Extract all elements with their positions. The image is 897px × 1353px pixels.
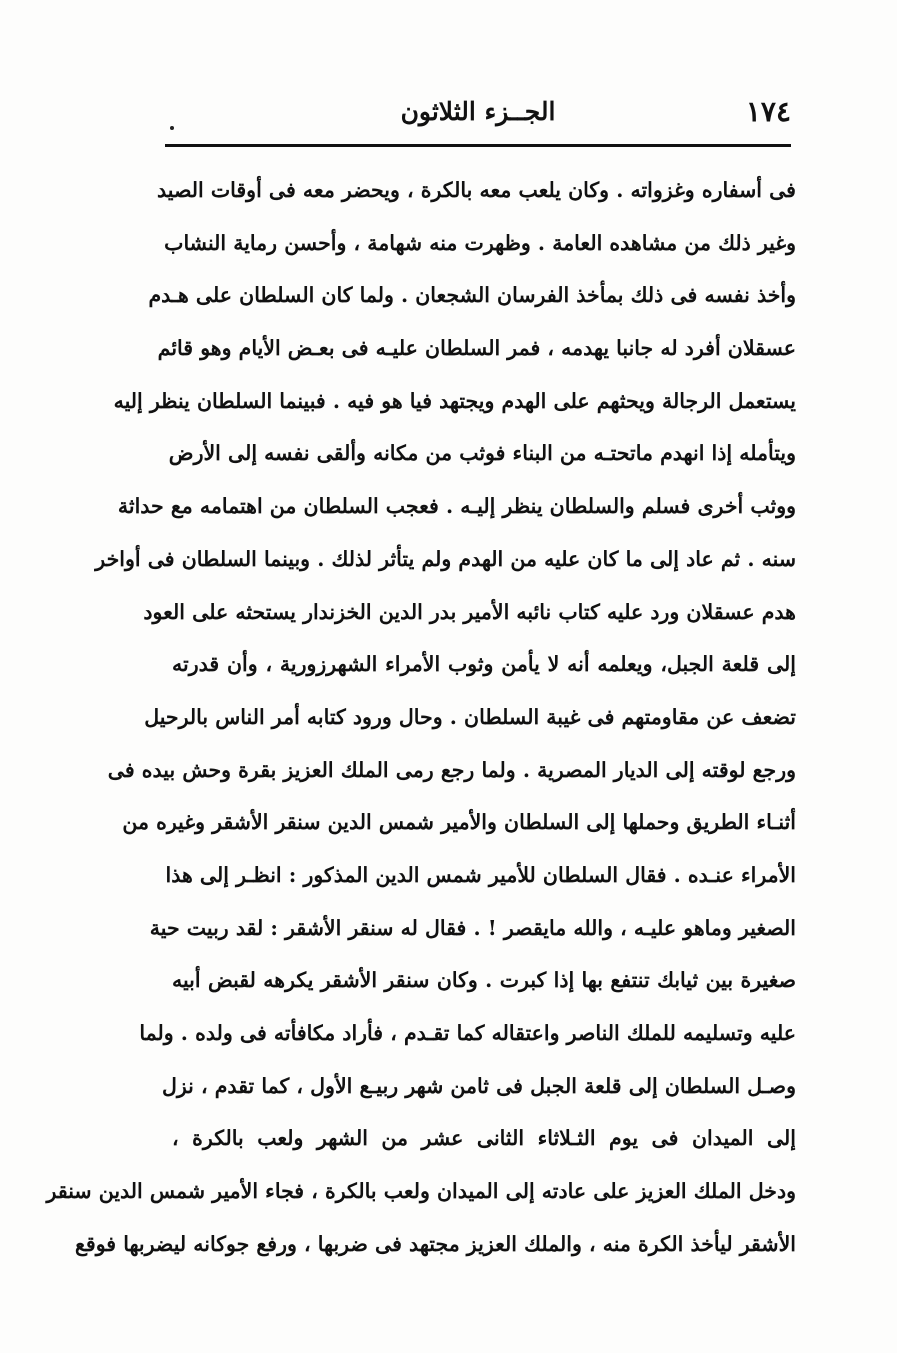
text-line: إلى الميدان فى يوم الثـلاثاء الثانى عشر من الشهر ولعب بالكرة ، — [172, 1126, 796, 1151]
text-line: وغير ذلك من مشاهده العامة . وظهرت منه شهامة ، وأحسن رماية النشاب — [164, 230, 796, 255]
text-line: وصـل السلطان إلى قلعة الجبل فى ثامن شهر ربيـع الأول ، كما تقدم ، نزل — [161, 1073, 796, 1098]
text-line: ورجع لوقته إلى الديار المصرية . ولما رجع رمى الملك العزيز بقرة وحش بيده فى — [107, 757, 796, 782]
text-line: الصغير وماهو عليـه ، والله مايقصر ! . فقال له سنقر الأشقر : لقد ربيت حية — [149, 915, 796, 940]
running-head: الجــزء الثلاثون — [400, 97, 556, 126]
text-line: الأشقر ليأخذ الكرة منه ، والملك العزيز مجتهد فى ضربها ، ورفع جوكانه ليضربها فوقع — [74, 1231, 796, 1256]
text-line: ويتأمله إذا انهدم ماتحتـه من البناء فوثب من مكانه وألقى نفسه إلى الأرض — [168, 441, 796, 466]
text-line: ودخل الملك العزيز على عادته إلى الميدان ولعب بالكرة ، فجاء الأمير شمس الدين سنقر — [46, 1179, 796, 1204]
text-line: عسقلان أفرد له جانبا يهدمه ، فمر السلطان عليـه فى بعـض الأيام وهو قائم — [157, 336, 796, 361]
text-line: وأخذ نفسه فى ذلك بمأخذ الفرسان الشجعان . ولما كان السلطان على هـدم — [148, 283, 796, 308]
text-line: إلى قلعة الجبل، ويعلمه أنه لا يأمن وثوب الأمراء الشهرزورية ، وأن قدرته — [172, 652, 796, 677]
header-rule — [165, 144, 791, 147]
text-line: أثنـاء الطريق وحملها إلى السلطان والأمير شمس الدين سنقر الأشقر وغيره من — [122, 810, 796, 835]
body-text — [46, 164, 796, 1270]
text-line: عليه وتسليمه للملك الناصر واعتقاله كما تقـدم ، فأراد مكافأته فى ولده . ولما — [139, 1021, 796, 1045]
text-line: هدم عسقلان ورد عليه كتاب نائبه الأمير بدر الدين الخزندار يستحثه على العود — [143, 599, 796, 624]
text-line: تضعف عن مقاومتهم فى غيبة السلطان . وحال ورود كتابه أمر الناس بالرحيل — [144, 704, 796, 729]
page-number: ١٧٤ — [745, 95, 791, 128]
text-line: سنه . ثم عاد إلى ما كان عليه من الهدم ولم يتأثر لذلك . وبينما السلطان فى أواخر — [95, 546, 796, 571]
text-line: يستعمل الرجالة ويحثهم على الهدم ويجتهد فيا هو فيه . فبينما السلطان ينظر إليه — [113, 388, 796, 413]
text-line: الأمراء عنـده . فقال السلطان للأمير شمس الدين المذكور : انظـر إلى هذا — [165, 862, 796, 887]
page-header — [165, 92, 791, 134]
text-line: ووثب أخرى فسلم والسلطان ينظر إليـه . فعجب السلطان من اهتمامه مع حداثة — [117, 494, 796, 519]
text-line: فى أسفاره وغزواته . وكان يلعب معه بالكرة ، ويحضر معه فى أوقات الصيد — [157, 178, 796, 202]
text-line: صغيرة بين ثيابك تنتفع بها إذا كبرت . وكان سنقر الأشقر يكرهه لقبض أبيه — [172, 968, 796, 993]
ink-dot — [170, 126, 174, 130]
